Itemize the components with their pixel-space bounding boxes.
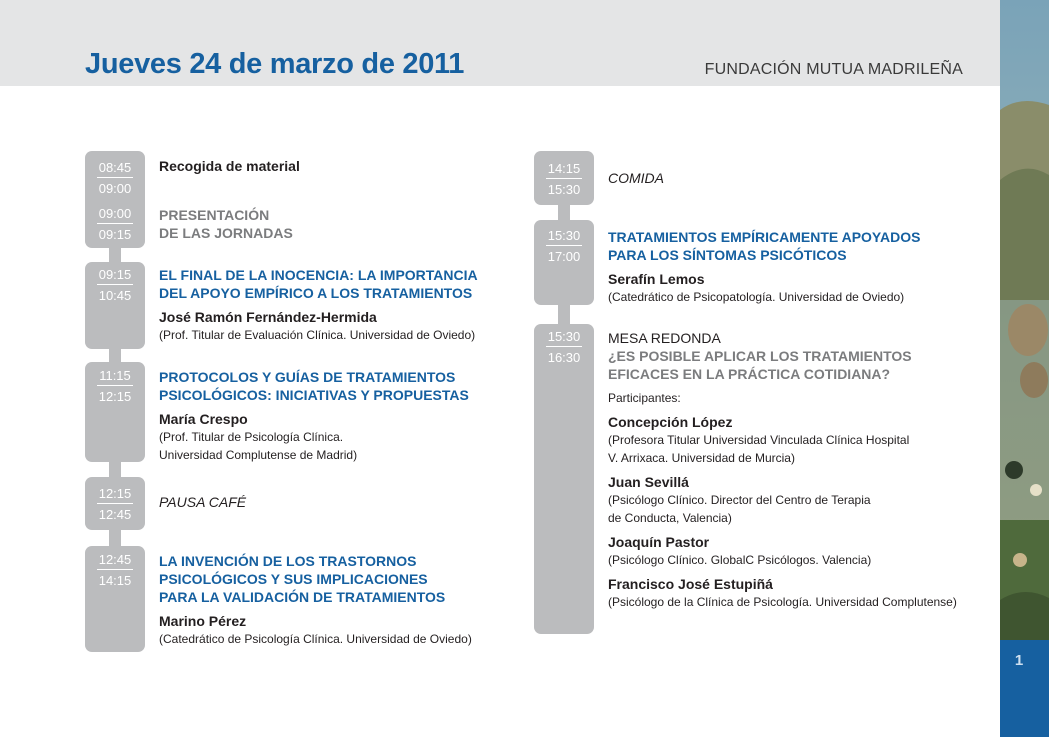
time-slot: 14:15 15:30 [547, 161, 581, 197]
timeline-connector [109, 528, 121, 548]
page-title: Jueves 24 de marzo de 2011 [85, 48, 465, 80]
session-title: PAUSA CAFÉ [159, 494, 247, 510]
speaker-name: Juan Sevillá [608, 474, 689, 490]
session-title: ¿ES POSIBLE APLICAR LOS TRATAMIENTOS [608, 348, 912, 364]
time-slot: 15:30 17:00 [547, 228, 581, 264]
schedule-item [159, 157, 300, 175]
session-title: PSICOLÓGICOS: INICIATIVAS Y PROPUESTAS [159, 387, 469, 403]
speaker-affiliation: (Prof. Titular de Psicología Clínica. [159, 430, 344, 444]
session-title: DEL APOYO EMPÍRICO A LOS TRATAMIENTOS [159, 285, 473, 301]
speaker-name: María Crespo [159, 411, 248, 427]
schedule-item [159, 266, 478, 344]
session-title: TRATAMIENTOS EMPÍRICAMENTE APOYADOS [608, 229, 921, 245]
session-title: COMIDA [608, 170, 664, 186]
timeline-connector [109, 246, 121, 264]
session-title: EFICACES EN LA PRÁCTICA COTIDIANA? [608, 366, 891, 382]
timeline-connector [558, 203, 570, 222]
speaker-affiliation: (Catedrático de Psicología Clínica. Universidad de Oviedo) [159, 632, 472, 646]
speaker-affiliation: (Psicólogo Clínico. GlobalC Psicólogos. Valencia) [608, 553, 872, 567]
participants-label: Participantes: [608, 391, 681, 405]
session-title: LA INVENCIÓN DE LOS TRASTORNOS [159, 553, 417, 569]
speaker-affiliation: (Psicólogo de la Clínica de Psicología. Universidad Complutense) [608, 595, 957, 609]
speaker-affiliation: de Conducta, Valencia) [608, 511, 732, 525]
schedule-item [608, 169, 664, 187]
speaker-name: José Ramón Fernández-Hermida [159, 309, 377, 325]
session-title: PARA LOS SÍNTOMAS PSICÓTICOS [608, 247, 847, 263]
timeline-connector [109, 460, 121, 479]
speaker-name: Joaquín Pastor [608, 534, 710, 550]
speaker-affiliation: Universidad Complutense de Madrid) [159, 448, 358, 462]
session-title: EL FINAL DE LA INOCENCIA: LA IMPORTANCIA [159, 267, 478, 283]
session-kicker: MESA REDONDA [608, 330, 721, 346]
speaker-name: Concepción López [608, 414, 733, 430]
timeline-connector [558, 303, 570, 326]
schedule-item [159, 493, 246, 511]
schedule-item [159, 206, 293, 242]
time-slot: 11:15 12:15 [98, 368, 132, 404]
time-slot: 09:00 09:15 [98, 206, 132, 242]
speaker-affiliation: V. Arrixaca. Universidad de Murcia) [608, 451, 795, 465]
speaker-affiliation: (Catedrático de Psicopatología. Universidad de Oviedo) [608, 290, 905, 304]
speaker-affiliation: (Psicólogo Clínico. Director del Centro de Terapia [608, 493, 871, 507]
speaker-name: Serafín Lemos [608, 271, 705, 287]
time-slot: 08:45 09:00 [98, 160, 132, 196]
time-slot: 12:45 14:15 [98, 552, 132, 588]
time-slot: 12:15 12:45 [98, 486, 132, 522]
session-title: DE LAS JORNADAS [159, 225, 293, 241]
timeline-bar [534, 324, 594, 634]
speaker-name: Francisco José Estupiñá [608, 576, 773, 592]
speaker-affiliation: (Prof. Titular de Evaluación Clínica. Universidad de Oviedo) [159, 328, 476, 342]
session-title: PARA LA VALIDACIÓN DE TRATAMIENTOS [159, 589, 446, 605]
schedule-item [159, 552, 472, 648]
schedule-item [608, 228, 920, 306]
session-title: PROTOCOLOS Y GUÍAS DE TRATAMIENTOS [159, 369, 456, 385]
speaker-name: Marino Pérez [159, 613, 247, 629]
timeline-connector [109, 347, 121, 364]
time-slot: 15:30 16:30 [547, 329, 581, 365]
time-slot: 09:15 10:45 [98, 267, 132, 303]
session-title: PSICOLÓGICOS Y SUS IMPLICACIONES [159, 571, 428, 587]
page-number: 1 [1014, 652, 1024, 669]
schedule-item [608, 329, 957, 611]
schedule-item [159, 368, 469, 464]
organization-name: FUNDACIÓN MUTUA MADRILEÑA [704, 61, 963, 78]
session-title: Recogida de material [159, 158, 300, 174]
speaker-affiliation: (Profesora Titular Universidad Vinculada Clínica Hospital [608, 433, 910, 447]
side-painting-image [1000, 0, 1049, 737]
session-title: PRESENTACIÓN [159, 207, 270, 223]
